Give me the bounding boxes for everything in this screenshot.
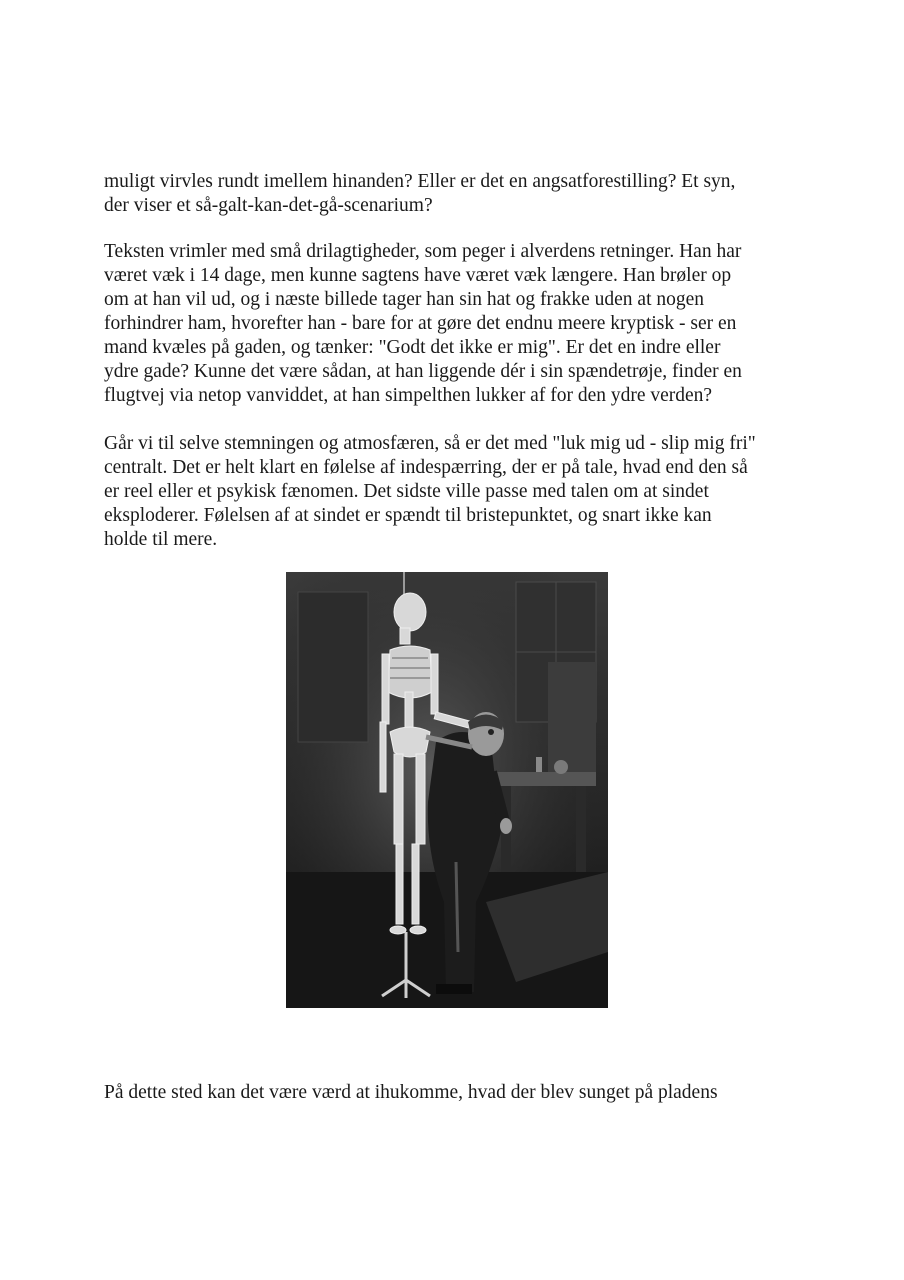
paragraph-3: [104, 432, 794, 552]
text-line: mand kvæles på gaden, og tænker: "Godt det ikke er mig". Er det en indre eller: [104, 337, 721, 358]
text-line: muligt virvles rundt imellem hinanden? Eller er det en angsatforestilling? Et syn,: [104, 171, 736, 192]
text-line: eksploderer. Følelsen af at sindet er spændt til bristepunktet, og snart ikke kan: [104, 505, 712, 526]
text-line: På dette sted kan det være værd at ihukomme, hvad der blev sunget på pladens: [104, 1082, 718, 1103]
text-line: forhindrer ham, hvorefter han - bare for at gøre det endnu meere kryptisk - ser en: [104, 313, 737, 334]
text-line: er reel eller et psykisk fænomen. Det sidste ville passe med talen om at sindet: [104, 481, 709, 502]
text-line: der viser et så-galt-kan-det-gå-scenarium?: [104, 195, 433, 216]
text-line: holde til mere.: [104, 529, 218, 550]
text-line: Teksten vrimler med små drilagtigheder, som peger i alverdens retninger. Han har: [104, 241, 742, 262]
paragraph-4: [104, 1081, 794, 1105]
text-line: ydre gade? Kunne det være sådan, at han liggende dér i sin spændetrøje, finder en: [104, 361, 742, 382]
text-line: flugtvej via netop vanviddet, at han simpelthen lukker af for den ydre verden?: [104, 385, 713, 406]
paragraph-1: [104, 170, 794, 218]
text-line: centralt. Det er helt klart en følelse af indespærring, der er på tale, hvad end den så: [104, 457, 748, 478]
text-line: Går vi til selve stemningen og atmosfæren, så er det med "luk mig ud - slip mig fri": [104, 433, 756, 454]
film-still-illustration: [286, 572, 608, 1008]
paragraph-2: [104, 240, 794, 408]
text-line: om at han vil ud, og i næste billede tager han sin hat og frakke uden at nogen: [104, 289, 705, 310]
text-line: været væk i 14 dage, men kunne sagtens have været væk længere. Han brøler op: [104, 265, 732, 286]
film-still-photo: [286, 572, 608, 1008]
